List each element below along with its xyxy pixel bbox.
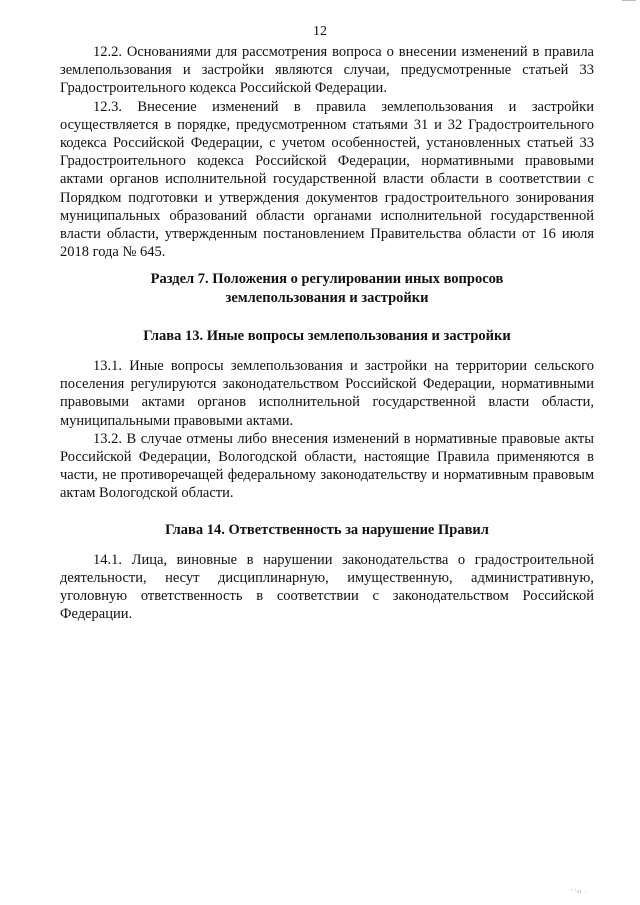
- page-number: 12: [313, 24, 327, 39]
- chapter-14-heading: Глава 14. Ответственность за нарушение Правил: [165, 521, 489, 538]
- chapter-13-heading: Глава 13. Иные вопросы землепользования и застройки: [143, 327, 511, 344]
- scan-mark: ' 'ıı ·: [570, 889, 588, 895]
- paragraph-13-2: 13.2. В случае отмены либо внесения изменений в нормативные правовые акты Российской Федерации, Вологодской области, настоящие Правила применяются в части, не противоречащей федеральному законодательству и нормативным правовым актам Вологодской области.: [60, 430, 594, 502]
- paragraph-12-3: 12.3. Внесение изменений в правила землепользования и застройки осуществляется в порядке, предусмотренном статьями 31 и 32 Градостроительного кодекса Российской Федерации, с учетом особенностей, установленных статьей 33 Градостроительного кодекса Российской Федерации, нормативными правовыми актами органов исполнительной государственной власти области в соответствии с Порядком подготовки и утверждения документов градостроительного зонирования муниципальных образований области органами исполнительной государственной власти области, утвержденным постановлением Правительства области от 16 июля 2018 года № 645.: [60, 98, 594, 261]
- paragraph-13-1: 13.1. Иные вопросы землепользования и застройки на территории сельского поселения регулируются законодательством Российской Федерации, нормативными правовыми актами органов исполнительной государственной власти области, муниципальными правовыми актами.: [60, 358, 594, 429]
- section-7-heading: Раздел 7. Положения о регулировании иных вопросов землепользования и застройки: [150, 271, 504, 306]
- scan-corner-mark: [622, 0, 636, 5]
- paragraph-12-2: 12.2. Основаниями для рассмотрения вопроса о внесении изменений в правила землепользования и застройки являются случаи, предусмотренные статьей 33 Градостроительного кодекса Российской Федерации.: [60, 44, 594, 97]
- paragraph-14-1: 14.1. Лица, виновные в нарушении законодательства о градостроительной деятельности, несут дисциплинарную, имущественную, административную, уголовную ответственность в соответствии с законодательством Российской Федерации.: [60, 551, 594, 623]
- document-body: [60, 43, 594, 624]
